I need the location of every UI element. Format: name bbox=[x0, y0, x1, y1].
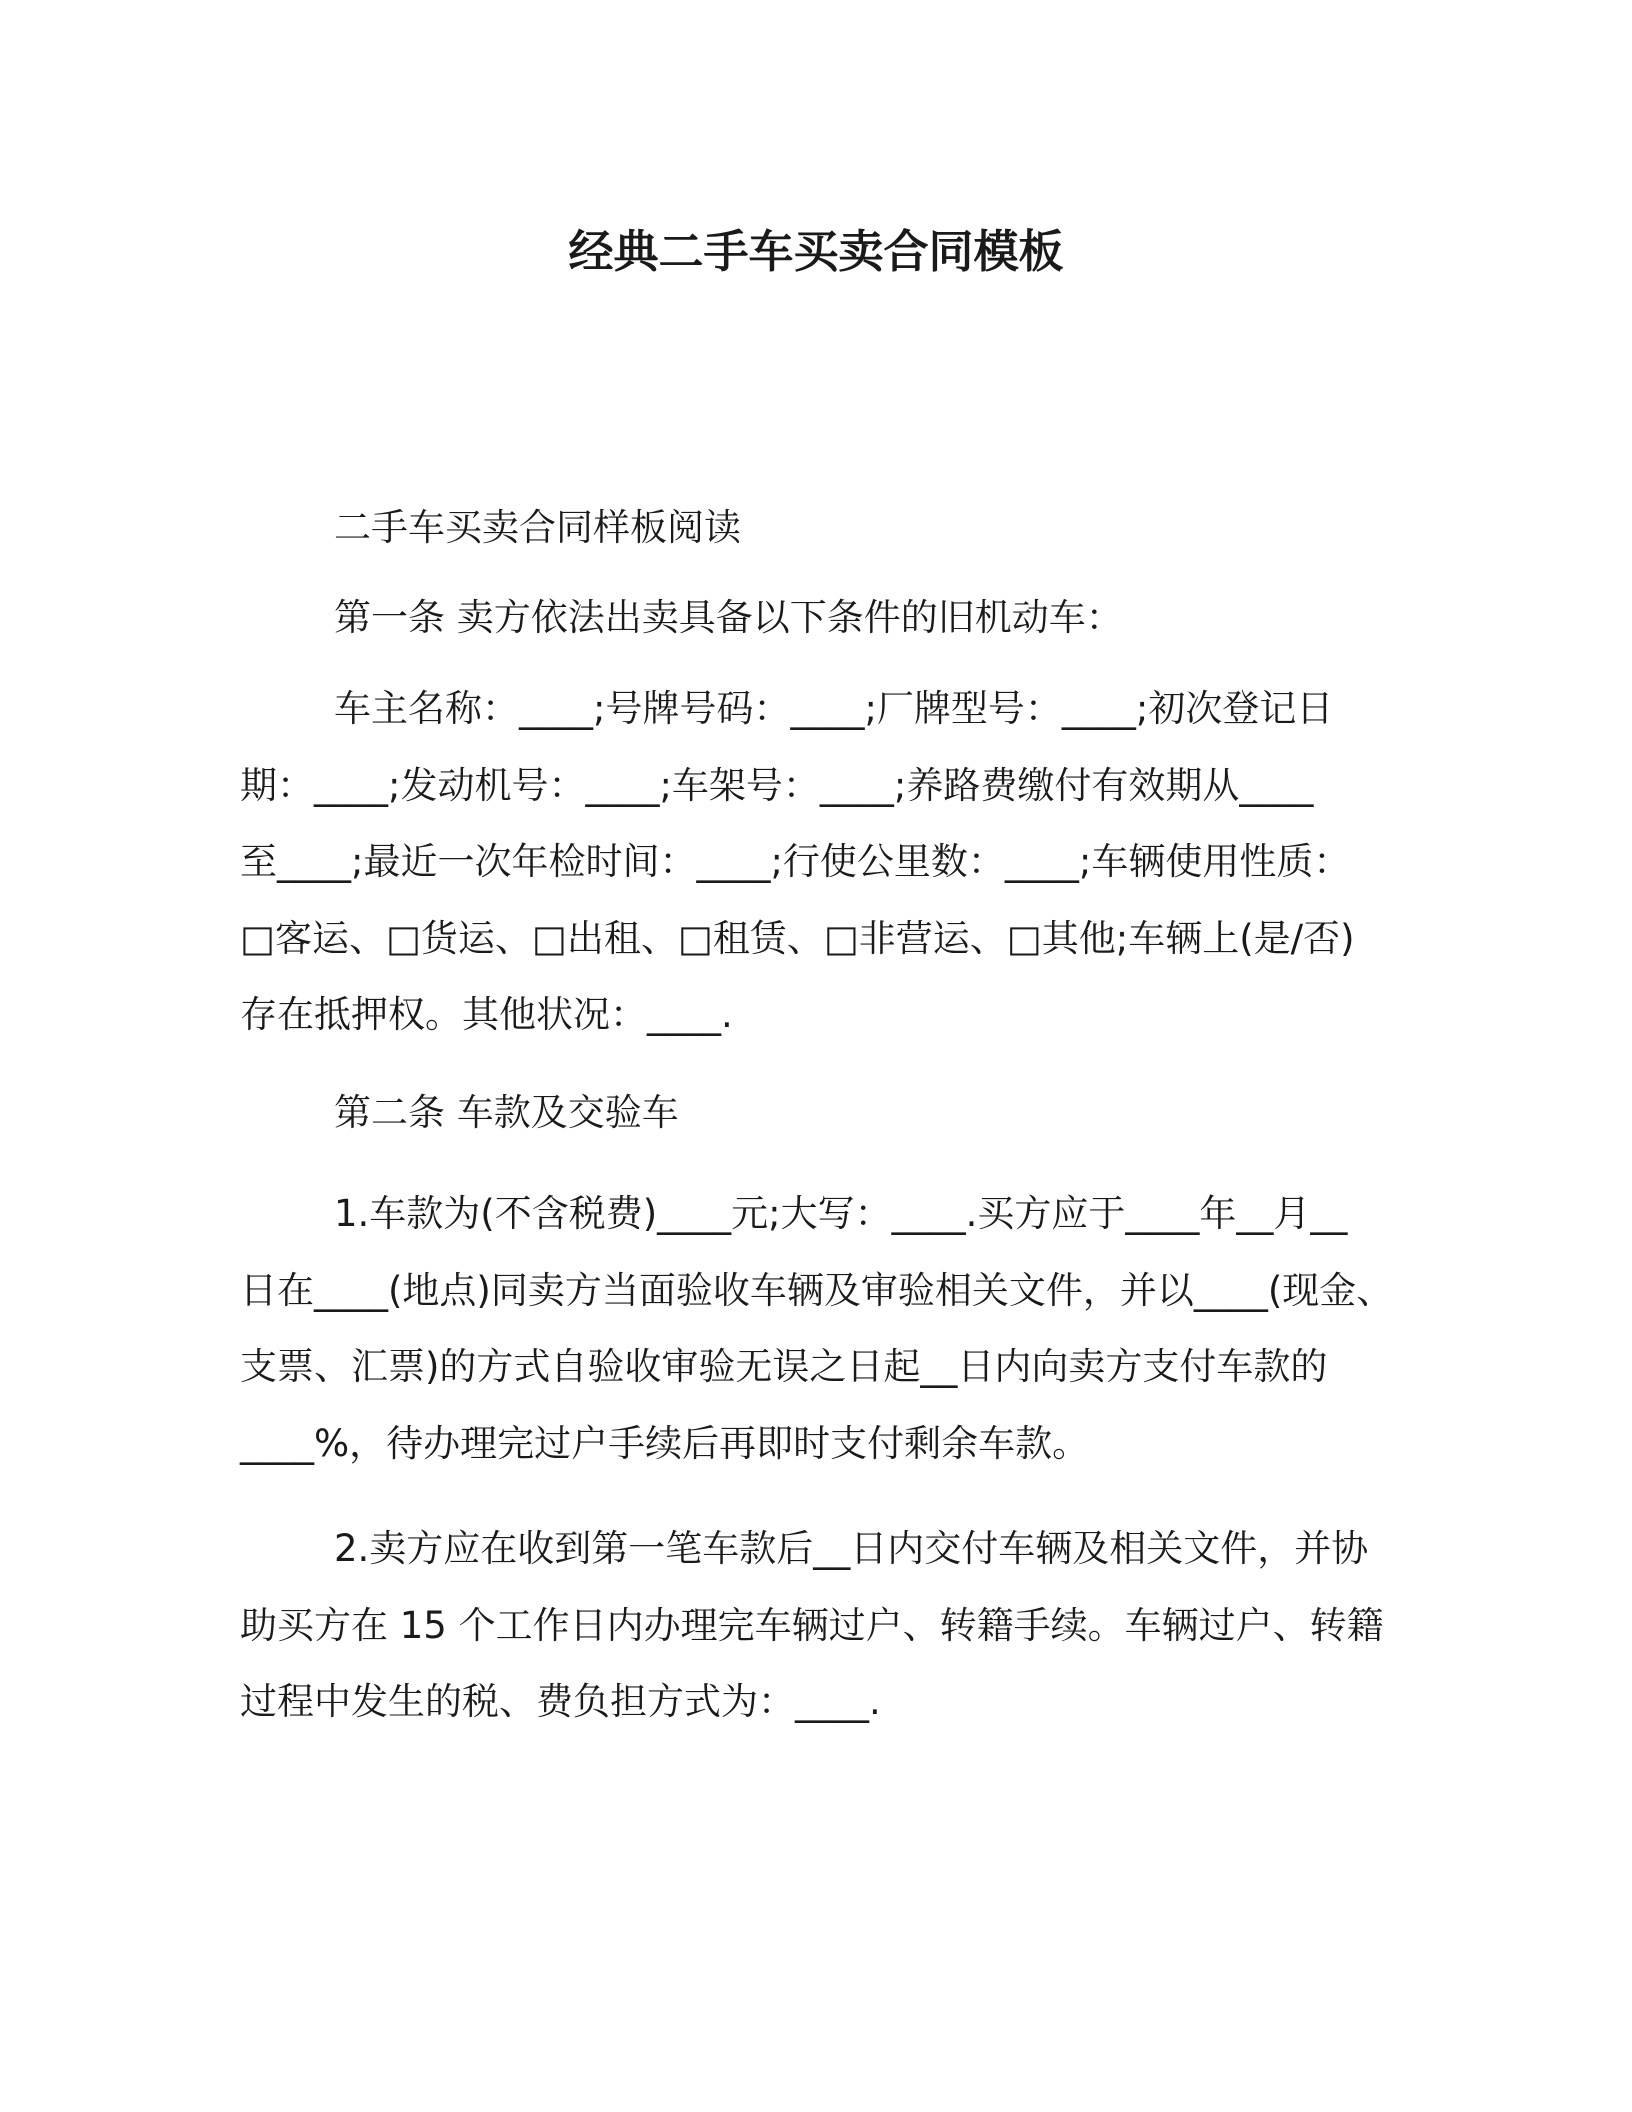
article-1-line: □客运、□货运、□出租、□租赁、□非营运、□其他;车辆上(是/否) bbox=[240, 916, 1355, 960]
clause-1-line: ____%，待办理完过户手续后再即时支付剩余车款。 bbox=[240, 1421, 1090, 1465]
clause-2-line: 过程中发生的税、费负担方式为：____. bbox=[240, 1680, 881, 1723]
clause-1-line: 支票、汇票)的方式自验收审验无误之日起__日内向卖方支付车款的 bbox=[240, 1345, 1328, 1388]
clause-1-paragraph bbox=[240, 1176, 1394, 1482]
clause-1-line: 日在____(地点)同卖方当面验收车辆及审验相关文件，并以____(现金、 bbox=[240, 1268, 1394, 1312]
document-title: 经典二手车买卖合同模板 bbox=[568, 225, 1064, 278]
article-1-line: 至____;最近一次年检时间：____;行使公里数：____;车辆使用性质： bbox=[240, 840, 1351, 883]
article-1-line: 存在抵押权。其他状况：____. bbox=[240, 993, 733, 1036]
article-1-heading: 第一条 卖方依法出卖具备以下条件的旧机动车： bbox=[334, 595, 1123, 639]
clause-2-line: 2.卖方应在收到第一笔车款后__日内交付车辆及相关文件，并协 bbox=[334, 1527, 1369, 1570]
article-2-heading: 第二条 车款及交验车 bbox=[334, 1090, 679, 1134]
article-1-line: 车主名称：____;号牌号码：____;厂牌型号：____;初次登记日 bbox=[334, 687, 1334, 730]
clause-2-paragraph bbox=[240, 1511, 1390, 1741]
article-1-paragraph bbox=[240, 671, 1390, 1054]
document-subtitle: 二手车买卖合同样板阅读 bbox=[334, 506, 741, 549]
clause-1-line: 1.车款为(不含税费)____元;大写：____.买方应于____年__月__ bbox=[334, 1192, 1348, 1235]
article-1-line: 期：____;发动机号：____;车架号：____;养路费缴付有效期从____ bbox=[240, 763, 1314, 807]
document-body bbox=[240, 490, 1394, 1741]
clause-2-line: 助买方在 15 个工作日内办理完车辆过户、转籍手续。车辆过户、转籍 bbox=[240, 1603, 1384, 1647]
